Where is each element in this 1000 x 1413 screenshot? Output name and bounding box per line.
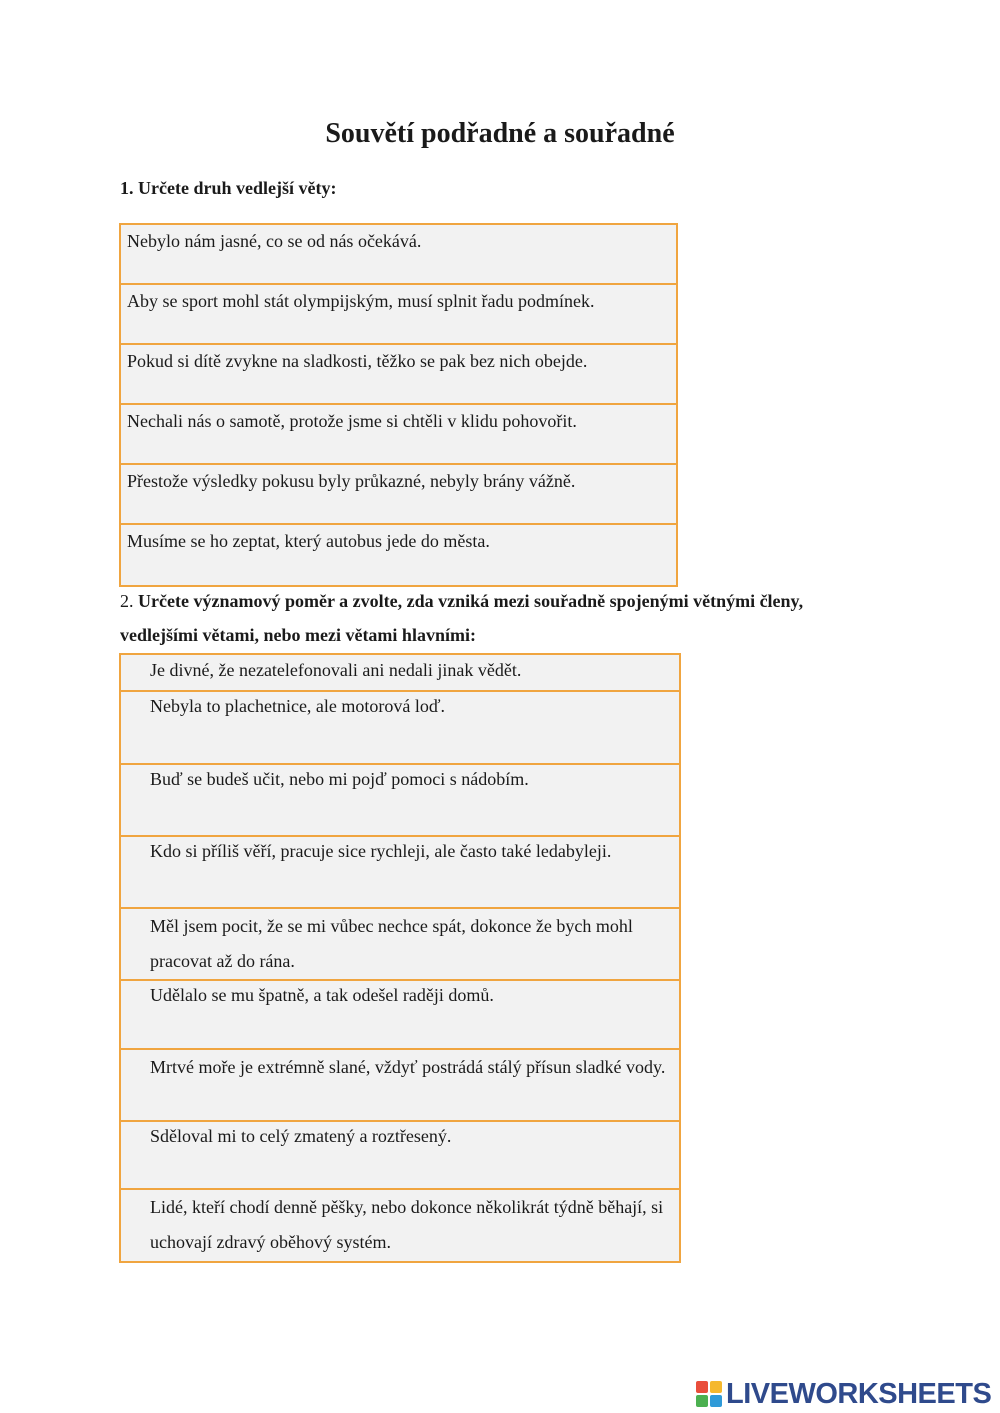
task2-sentence: Buď se budeš učit, nebo mi pojď pomoci s nádobím. bbox=[121, 765, 679, 837]
task1-sentence: Musíme se ho zeptat, který autobus jede do města. bbox=[127, 531, 490, 551]
task2-sentence: Kdo si příliš věří, pracuje sice rychleji, ale často také ledabyleji. bbox=[121, 837, 679, 909]
task2-sentence: Měl jsem pocit, že se mi vůbec nechce spát, dokonce že bych mohl pracovat až do rána. bbox=[121, 909, 679, 981]
task1-sentence-table bbox=[119, 223, 678, 587]
task2-sentence: Mrtvé moře je extrémně slané, vždyť postrádá stálý přísun sladké vody. bbox=[121, 1050, 679, 1122]
task2-sentence: Sděloval mi to celý zmatený a roztřesený. bbox=[121, 1122, 679, 1190]
task1-sentence: Pokud si dítě zvykne na sladkosti, těžko se pak bez nich obejde. bbox=[121, 345, 676, 405]
task1-sentence: Aby se sport mohl stát olympijským, musí splnit řadu podmínek. bbox=[121, 285, 676, 345]
task2-sentence: Udělalo se mu špatně, a tak odešel raději domů. bbox=[121, 981, 679, 1050]
page-title: Souvětí podřadné a souřadné bbox=[325, 118, 675, 149]
liveworksheets-logo-text: LIVEWORKSHEETS bbox=[726, 1377, 992, 1410]
task1-heading: 1. Určete druh vedlejší věty: bbox=[120, 178, 337, 198]
task2-sentence: Je divné, že nezatelefonovali ani nedali jinak vědět. bbox=[121, 655, 679, 692]
task2-sentence: Nebyla to plachetnice, ale motorová loď. bbox=[121, 692, 679, 765]
task2-heading bbox=[120, 584, 860, 652]
liveworksheets-logo[interactable] bbox=[696, 1378, 991, 1410]
task1-sentence: Nechali nás o samotě, protože jsme si chtěli v klidu pohovořit. bbox=[121, 405, 676, 465]
task1-sentence: Přestože výsledky pokusu byly průkazné, nebyly brány vážně. bbox=[121, 465, 676, 525]
task2-heading-text: Určete významový poměr a zvolte, zda vzniká mezi souřadně spojenými větnými členy, vedlejšími větami, nebo mezi větami hlavními: bbox=[120, 591, 804, 645]
task1-sentence: Nebylo nám jasné, co se od nás očekává. bbox=[121, 225, 676, 285]
liveworksheets-logo-icon bbox=[696, 1381, 722, 1407]
task2-number: 2. bbox=[120, 591, 134, 611]
task2-sentence: Lidé, kteří chodí denně pěšky, nebo dokonce několikrát týdně běhají, si uchovají zdravý oběhový systém. bbox=[150, 1197, 664, 1252]
task2-sentence-table bbox=[119, 653, 681, 1263]
